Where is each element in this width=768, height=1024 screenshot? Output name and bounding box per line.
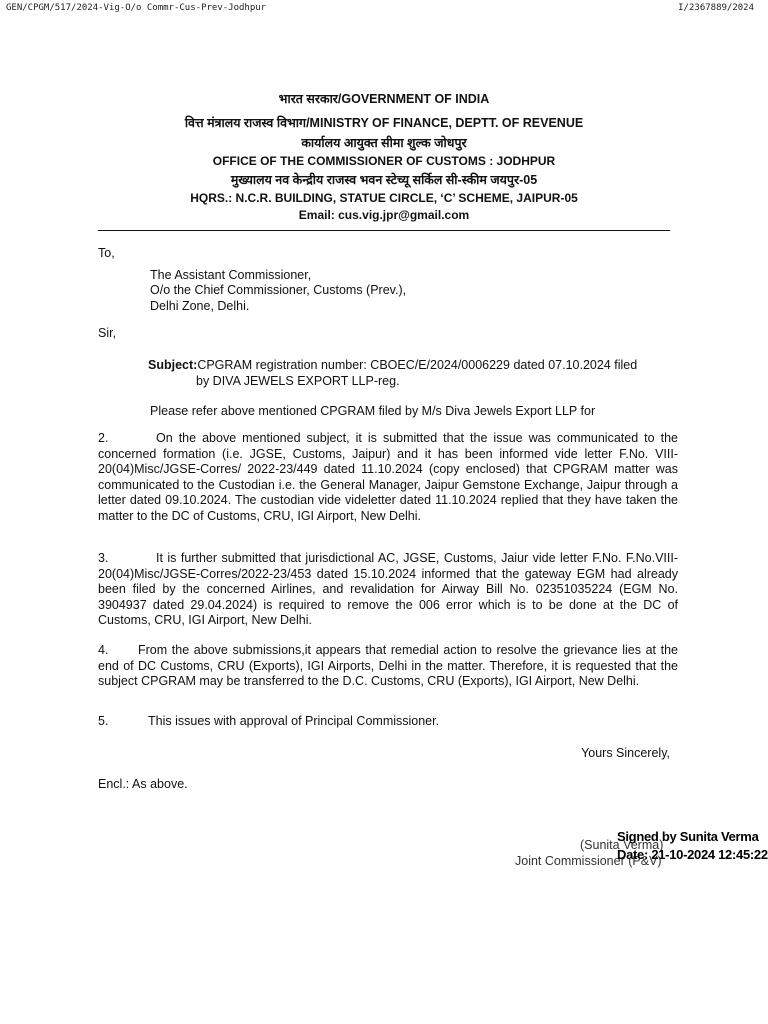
subject-block (148, 358, 668, 389)
signatory-designation: Joint Commissioner (P&V) (515, 854, 662, 868)
letterhead-govt: भारत सरकार/GOVERNMENT OF INDIA (278, 92, 490, 106)
paragraph-text: This issues with approval of Principal Commissioner. (148, 714, 440, 728)
addressee-to: To, (98, 246, 115, 260)
paragraph-number: 2. (98, 431, 109, 445)
addressee-line-1: The Assistant Commissioner, (150, 267, 312, 282)
paragraph-number: 5. (98, 714, 109, 728)
paragraph-number: 4. (98, 643, 109, 657)
reference-line: Please refer above mentioned CPGRAM filed by M/s Diva Jewels Export LLP for (150, 404, 596, 418)
letterhead-email: Email: cus.vig.jpr@gmail.com (298, 208, 470, 222)
paragraph-text: From the above submissions,it appears that remedial action to resolve the grievance lies at the end of DC Customs, CRU (Exports), IGI Airports, Delhi in the matter. Therefore, it is requested that the subject CPGRAM may be transferred to the D.C. Customs, CRU (Exports), IGI Airport, New Delhi. (98, 643, 678, 688)
salutation: Sir, (98, 326, 117, 340)
file-reference: GEN/CPGM/517/2024-Vig-O/o Commr-Cus-Prev-Jodhpur (6, 3, 267, 13)
addressee-line-2: O/o the Chief Commissioner, Customs (Prev.), (150, 283, 407, 297)
letterhead-hq: HQRS.: N.C.R. BUILDING, STATUE CIRCLE, ‘C’ SCHEME, JAIPUR-05 (190, 191, 578, 205)
paragraph-3 (98, 551, 678, 629)
letterhead-hq-hindi: मुख्यालय नव केन्द्रीय राजस्व भवन स्टेच्यू सर्किल सी-स्कीम जयपुर-05 (230, 173, 538, 187)
enclosure: Encl.: As above. (98, 777, 188, 791)
paragraph-4 (98, 643, 678, 690)
paragraph-text: It is further submitted that jurisdictional AC, JGSE, Customs, Jaiur vide letter F.No. F.No.VIII-20(04)Misc/JGSE-Corres/2022-23/453 dated 15.10.2024 informed that the gateway EGM had already been filed by the concerned Airlines, and revalidation for Airway Bill No. 02351035224 (EGM No. 3904937 dated 29.04.2024) is required to remove the 006 error which is to be done at the DC of Customs, CRU, IGI Airport, New Delhi. (98, 551, 678, 627)
paragraph-5 (98, 714, 678, 730)
signatory-name: (Sunita Verma) (580, 838, 664, 852)
digital-signature-stamp (617, 828, 768, 864)
letterhead-divider (98, 230, 670, 231)
digital-signature-date: Date: 21-10-2024 12:45:22 (617, 847, 768, 862)
addressee-block (98, 246, 658, 314)
letterhead-ministry: वित्त मंत्रालय राजस्व विभाग/MINISTRY OF FINANCE, DEPTT. OF REVENUE (184, 116, 584, 130)
paragraph-2 (98, 431, 678, 524)
letterhead-office-hindi: कार्यालय आयुक्त सीमा शुल्क जोधपुर (301, 136, 467, 150)
letterhead (98, 90, 670, 224)
addressee-line-3: Delhi Zone, Delhi. (150, 298, 250, 313)
paragraph-text: On the above mentioned subject, it is submitted that the issue was communicated to the concerned formation (i.e. JGSE, Customs, Jaipur) and it has been informed vide letter F.No. VIII-20(04)Misc/JGSE-Corres/ 2022-23/449 dated 11.10.2024 (copy enclosed) that CPGRAM matter was communicated to the Custodian i.e. the General Manager, Jaipur Gemstone Exchange, Jaipur through a letter dated 09.10.2024. The custodian vide videletter dated 11.10.2024 replied that they have taken the matter to the DC of Customs, CRU, IGI Airport, New Delhi. (98, 431, 678, 523)
subject-line-2: by DIVA JEWELS EXPORT LLP-reg. (196, 373, 400, 388)
paragraph-number: 3. (98, 551, 109, 565)
document-id: I/2367889/2024 (678, 3, 754, 13)
digital-signature-signer: Signed by Sunita Verma (617, 829, 759, 844)
subject-label: Subject: (148, 358, 198, 372)
letterhead-office: OFFICE OF THE COMMISSIONER OF CUSTOMS : JODHPUR (212, 154, 556, 168)
subject-line-1: CPGRAM registration number: CBOEC/E/2024/0006229 dated 07.10.2024 filed (197, 358, 638, 372)
closing: Yours Sincerely, (581, 746, 670, 760)
